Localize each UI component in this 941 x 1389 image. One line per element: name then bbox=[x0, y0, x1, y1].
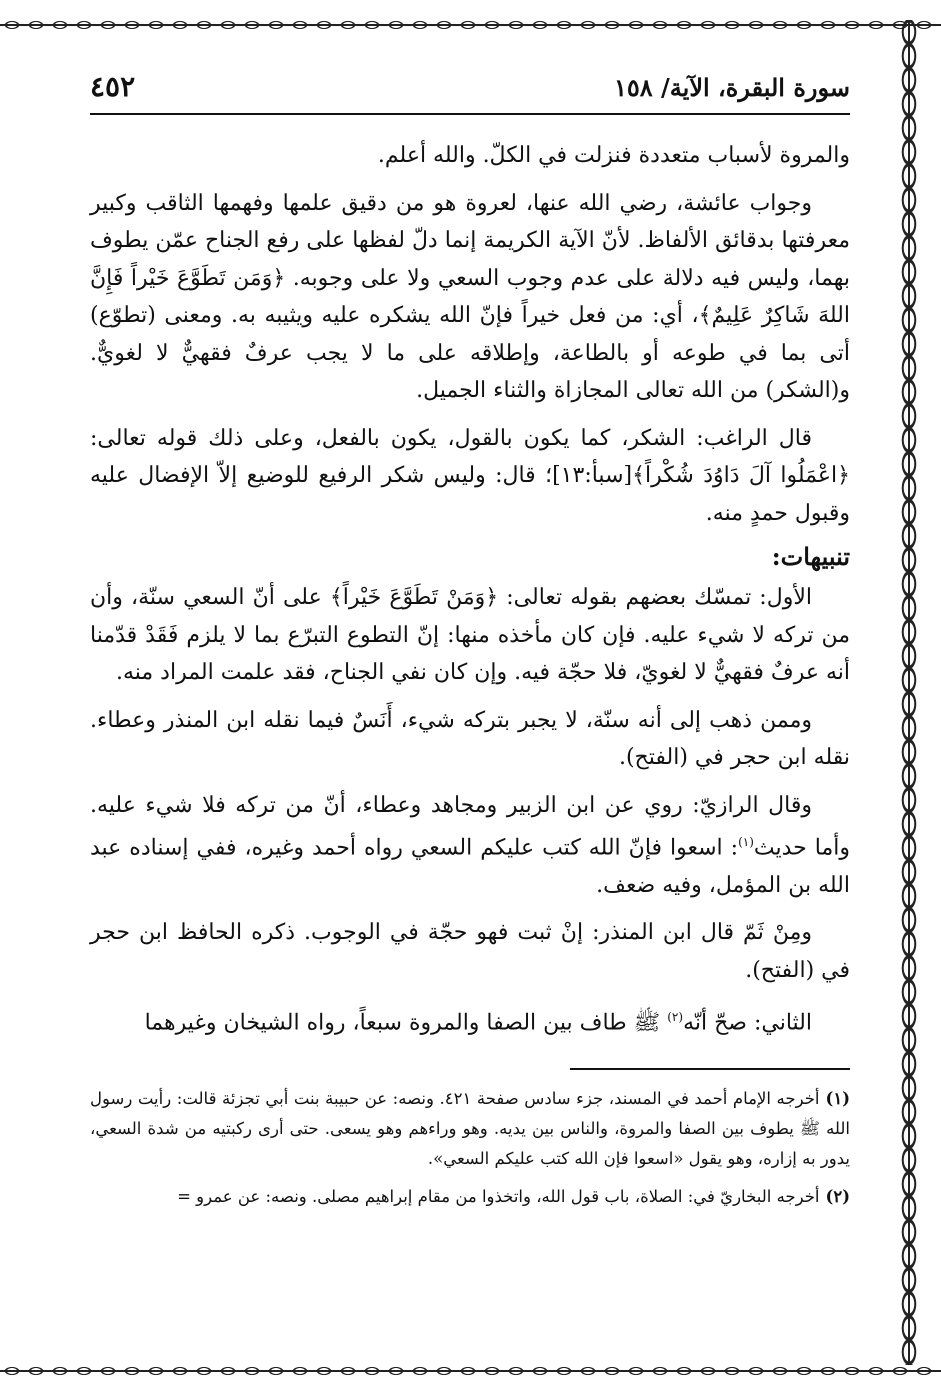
footnote-number: (٢) bbox=[825, 1187, 850, 1207]
paragraph-2: وجواب عائشة، رضي الله عنها، لعروة هو من دقيق علمها وفهمها الثاقب وكبير معرفتها بدقائق الألفاظ. لأنّ الآية الكريمة إنما دلّ لفظها على رفع الجناح عمّن يطوف بهما، وليس فيه دلالة على عدم وجوب السعي ولا على وجوبه. ﴿وَمَن تَطَوَّعَ خَيْراً فَإِنَّ اللهَ شَاكِرٌ عَلِيمٌ﴾، أي: من فعل خيراً فإنّ الله يشكره عليه ويثيبه به. ومعنى (تطوّع) أتى بما في طوعه أو بالطاعة، وإطلاقه على ما لا يجب عرفٌ فقهيٌّ لا لغويٌّ. و(الشكر) من الله تعالى المجازاة والثناء الجميل. bbox=[90, 190, 850, 403]
paragraph-3: قال الراغب: الشكر، كما يكون بالقول، يكون بالفعل، وعلى ذلك قوله تعالى: ﴿اعْمَلُوا آلَ دَاوُدَ شُكْراً﴾[سبأ:١٣]؛ قال: وليس شكر الرفيع للوضيع إلاّ الإفضال عليه وقبول حمدٍ منه. bbox=[90, 425, 851, 526]
page-number: ٤٥٢ bbox=[90, 70, 136, 103]
decorative-border-top bbox=[0, 14, 941, 36]
paragraph-6 bbox=[90, 787, 850, 905]
paragraph-8-part-1: الثاني: صحّ أنّه bbox=[683, 1010, 812, 1036]
running-title: سورة البقرة، الآية/ ١٥٨ bbox=[613, 73, 850, 102]
footnote-text: أخرجه البخاريّ في: الصلاة، باب قول الله، واتخذوا من مقام إبراهيم مصلى. ونصه: عن عمرو = bbox=[177, 1187, 820, 1207]
paragraph-8 bbox=[90, 999, 850, 1042]
page-header bbox=[90, 70, 850, 115]
paragraph-7: ومِنْ ثَمّ قال ابن المنذر: إنْ ثبت فهو حجّة في الوجوب. ذكره الحافظ ابن حجر في (الفتح). bbox=[90, 920, 850, 983]
paragraph-1: والمروة لأسباب متعددة فنزلت في الكلّ. والله أعلم. bbox=[377, 143, 850, 168]
footnote-number: (١) bbox=[825, 1089, 850, 1109]
paragraph-5: وممن ذهب إلى أنه سنّة، لا يجبر بتركه شيء، أَنَسٌ فيما نقله ابن المنذر وعطاء. نقله ابن حجر في (الفتح). bbox=[90, 707, 850, 770]
paragraph-8-part-2: ﷺ طاف بين الصفا والمروة سبعاً، رواه الشيخان وغيرهما bbox=[144, 1010, 668, 1036]
footnote-1 bbox=[90, 1084, 850, 1174]
decorative-border-bottom bbox=[0, 1360, 941, 1382]
paragraph-4: الأول: تمسّك بعضهم بقوله تعالى: ﴿وَمَنْ تَطَوَّعَ خَيْراً﴾ على أنّ السعي سنّة، وأن من تركه لا شيء عليه. فإن كان مأخذه منها: إنّ التطوع التبرّع بما لا يلزم فَقَدْ قدّمنا أنه عرفٌ فقهيٌّ لا لغويّ، فلا حجّة فيه. وإن كان نفي الجناح، فقد علمت المراد منه. bbox=[90, 585, 850, 685]
paragraph-6-part-2: : اسعوا فإنّ الله كتب عليكم السعي رواه أحمد وغيره، ففي إسناده عبد الله بن المؤمل، وفيه ضعف. bbox=[90, 835, 850, 898]
footnote-2 bbox=[90, 1182, 850, 1212]
footnote-ref-2: (٢) bbox=[667, 1010, 684, 1025]
footnote-text: أخرجه الإمام أحمد في المسند، جزء سادس صفحة ٤٢١. ونصه: عن حبيبة بنت أبي تجزئة قالت: رأيت رسول الله ﷺ يطوف بين الصفا والمروة، والناس بين يديه. وهو وراءهم وهو يسعى. حتى أرى ركبتيه من شدة السعي، يدور به إزاره، وهو يقول «اسعوا فإن الله كتب عليكم السعي». bbox=[90, 1089, 850, 1169]
book-page bbox=[90, 70, 850, 1220]
footnote-ref-1: (١) bbox=[738, 835, 754, 849]
section-heading: تنبيهات: bbox=[771, 542, 850, 571]
footnote-divider bbox=[570, 1068, 850, 1070]
decorative-border-right bbox=[898, 20, 920, 1365]
paragraph-6-part-1: وقال الرازيّ: روي عن ابن الزبير ومجاهد وعطاء، أنّ من تركه فلا شيء عليه. وأما حديث bbox=[90, 792, 850, 861]
